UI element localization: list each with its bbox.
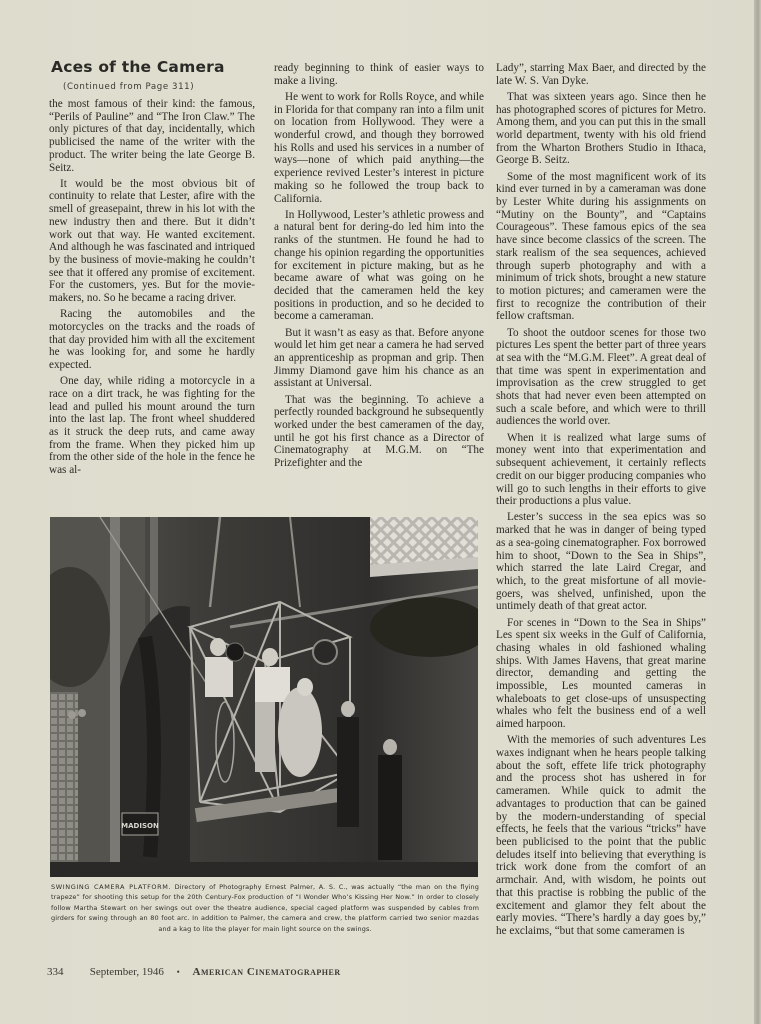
paragraph: One day, while riding a motorcycle in a race on a dirt track, he was fighting for the lead and pulled his mount around the turn into the last lap. The front wheel shuddered as it struck the deep ruts, and came away from the frame. When they picked him up from the other side of the hole in the fence he was al- bbox=[49, 375, 255, 477]
wall-lamp bbox=[78, 709, 86, 717]
issue-date: September, 1946 bbox=[89, 966, 164, 978]
crew-member-legs bbox=[255, 702, 275, 772]
photo-illustration bbox=[50, 517, 478, 877]
article-title: Aces of the Camera bbox=[51, 58, 225, 76]
paragraph: Lady”, starring Max Baer, and directed by the late W. S. Van Dyke. bbox=[496, 62, 706, 87]
magazine-name: American Cinematographer bbox=[192, 966, 341, 978]
caption-lead: SWINGING CAMERA PLATFORM. bbox=[51, 883, 172, 891]
pillar bbox=[110, 517, 120, 877]
page-footer bbox=[47, 966, 341, 978]
paragraph: That was the beginning. To achieve a perfectly rounded background he subsequently worked under the best cameramen of the day, until he got his first chance as a Director of Cinematography at M.G.M. on “The Prizefighter and the bbox=[274, 393, 484, 470]
paragraph: ready beginning to think of easier ways to make a living. bbox=[274, 62, 484, 87]
lattice-screen bbox=[50, 692, 78, 872]
page-edge-shadow bbox=[754, 0, 761, 1024]
madison-sign-text: MADISON bbox=[121, 822, 159, 830]
crew-head bbox=[262, 648, 278, 666]
paragraph: He went to work for Rolls Royce, and while in Florida for that company ran into a film unit on location from Hollywood. They were a wonderful crowd, and though they borrowed his Rolls and used his services in a number of ways—none of which paid anything—the experience revived Lester’s interest in picture making so he followed the troup back to California. bbox=[274, 90, 484, 205]
paragraph: When it is realized what large sums of money went into that experimentation and subsequent achievement, it certainly reflects credit on our bigger producing companies who will go to such lengths in their efforts to give their productions a plus value. bbox=[496, 431, 706, 508]
text-column-2 bbox=[274, 62, 484, 473]
crew-member bbox=[255, 667, 290, 702]
paragraph: Some of the most magnificent work of its kind ever turned in by a cameraman was done by Lester White during his assignments on “Mutiny on the Bounty”, and “Captains Courageous”. These famous epics of the sea have since become classics of the screen. The stark realism of the sea sequences, achieved through superb photography and with a minimum of trick shots, brought a new stature to motion pictures; and cameramen were the first to recognize the contribution of their fellow craftsman. bbox=[496, 170, 706, 323]
crew-member bbox=[205, 657, 233, 697]
paragraph: For scenes in “Down to the Sea in Ships” Les spent six weeks in the Gulf of California, chasing whales in old fashioned whaling ships. With James Havens, that great marine director, demanding and getting the impossible, Les mounted cameras in whaleboats to get close-ups of unsuspecting whales who felt the business end of a well aimed harpoon. bbox=[496, 616, 706, 731]
paragraph: That was sixteen years ago. Since then he has photographed scores of pictures for Metro. Among them, and you can put this in the small world department, twenty with his old friend from the Wharton Brothers Studio in Ithaca, George B. Seitz. bbox=[496, 90, 706, 167]
continued-from-note: (Continued from Page 311) bbox=[63, 82, 195, 92]
paragraph: Lester’s success in the sea epics was so marked that he was in danger of being typed as a sea-going cinematographer. Fox borrowed him to shoot, “Down to the Sea in Ships”, which starred the late Laird Cregar, and which, to the great misfortune of all movie-goers, was shelved, unfinished, upon the untimely death of that great actor. bbox=[496, 511, 706, 613]
camera-body bbox=[226, 643, 244, 661]
onlooker bbox=[337, 717, 359, 827]
actress-head bbox=[297, 678, 313, 696]
bullet-separator: • bbox=[176, 967, 180, 977]
onlooker bbox=[378, 755, 402, 860]
balcony-lattice bbox=[370, 517, 478, 565]
crew-head bbox=[210, 638, 226, 656]
camera-platform-photo bbox=[50, 517, 478, 877]
paragraph: But it wasn’t as easy as that. Before anyone would let him get near a camera he had served an apprenticeship as propman and grip. Then Jimmy Diamond gave him his chance as an assistant at Universal. bbox=[274, 326, 484, 390]
onlooker-head bbox=[383, 739, 397, 755]
caption-body: Directory of Photography Ernest Palmer, A. S. C., was actually “the man on the flying trapeze” for shooting this setup for the 20th Century-Fox production of “I Wonder Who’s Kissing Her Now.” In order to closely follow Martha Stewart on her swings out over the theatre audience, special caged platform was suspended by cables from girders for swing through an 80 foot arc. In addition to Palmer, the camera and crew, the platform carried two senior mazdas and a kag to lite the player for main light source on the swings. bbox=[51, 883, 480, 933]
paragraph: In Hollywood, Lester’s athletic prowess and a natural bent for dering-do led him into the ranks of the stuntmen. He found he had to change his opinion regarding the opportunities for excitement in picture making, but as he became aware of what was going on he decided that the cameramen held the key positions in production, and so he decided to become a cameraman. bbox=[274, 208, 484, 323]
actress-dress bbox=[278, 687, 322, 777]
text-column-3 bbox=[496, 62, 706, 941]
paragraph: It would be the most obvious bit of continuity to relate that Lester, afire with the smell of greasepaint, threw in his lot with the new industry then and there. But it didn’t work out that way. He wanted excitement. And although he was fascinated and intriqued by the business of movie-making he couldn’t see that it offered any promise of excitement. For the customers, yes. But for the movie-makers, no. So he became a racing driver. bbox=[49, 177, 255, 305]
mazda-light bbox=[313, 640, 337, 664]
page-number: 334 bbox=[47, 966, 64, 978]
stage-floor bbox=[50, 862, 478, 877]
onlooker-head bbox=[341, 701, 355, 717]
paragraph: With the memories of such adventures Les waxes indignant when he hears people talking about the soft, effete life trick photography and the process shot has ushered in for cameramen. While quick to admit the advantages to production that can be gained by the modern-understanding of special effects, he feels that the various “tricks” have been publicised to the point that the public deludes itself into believing that everything is trick work done from the comfort of an armchair. And, with wisdom, he points out that this practise is robbing the public of the excitement and glamor they felt about the early movies. “There’s hardly a day goes by,” he exclaims, “but that some cameramen is bbox=[496, 734, 706, 937]
paragraph: To shoot the outdoor scenes for those two pictures Les spent the better part of three years at sea with the “M.G.M. Fleet”. A great deal of that time was spent in experimentation and improvisation as the crew struggled to get shots that had never even been attempted on such a scale before, and which were to thrill audiences the world over. bbox=[496, 326, 706, 428]
wall-lamp bbox=[68, 711, 76, 719]
text-column-1 bbox=[49, 98, 255, 480]
photo-caption bbox=[51, 882, 479, 934]
paragraph: the most famous of their kind: the famous, “Perils of Pauline” and “The Iron Claw.” The only pictures of that day, incidentally, which publicised the name of the writer with the product. The writer being the late George B. Seitz. bbox=[49, 98, 255, 174]
paragraph: Racing the automobiles and the motorcycles on the tracks and the roads of that day provided him with all the excitement he was looking for, and some he hardly expected. bbox=[49, 308, 255, 372]
